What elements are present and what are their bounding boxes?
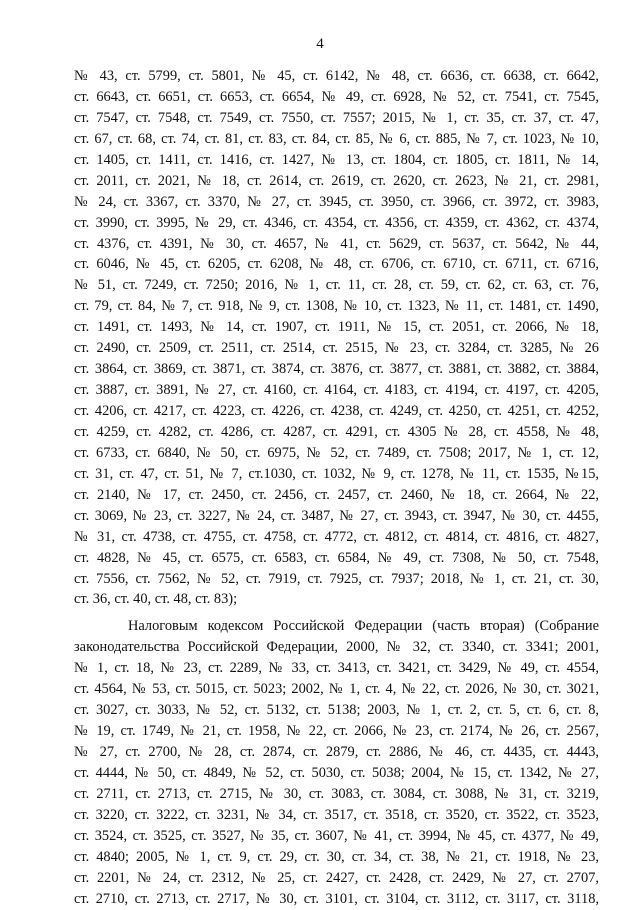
text-line: ст. 3887, ст. 3891, № 27, ст. 4160, ст. 4164, ст. 4183, ст. 4194, ст. 4197, ст. 4205, [74,382,599,399]
text-line: ст. 6643, ст. 6651, ст. 6653, ст. 6654, № 49, ст. 6928, № 52, ст. 7541, ст. 7545, [74,88,599,105]
text-line: № 51, ст. 7249, ст. 7250; 2016, № 1, ст. 11, ст. 28, ст. 59, ст. 62, ст. 63, ст. 76, [74,277,599,294]
text-line: Налоговым кодексом Российской Федерации (часть вторая) (Собрание [128,618,599,635]
text-line: № 27, ст. 2700, № 28, ст. 2874, ст. 2879, ст. 2886, № 46, ст. 4435, ст. 4443, [74,744,599,760]
text-line: ст. 4444, № 50, ст. 4849, № 52, ст. 5030, ст. 5038; 2004, № 15, ст. 1342, № 27, [74,764,599,781]
text-line: ст. 79, ст. 84, № 7, ст. 918, № 9, ст. 1308, № 10, ст. 1323, № 11, ст. 1481, ст. 1490, [74,298,599,315]
text-line: ст. 7547, ст. 7548, ст. 7549, ст. 7550, ст. 7557; 2015, № 1, ст. 35, ст. 37, ст. 47, [74,109,599,126]
document-body [74,66,599,910]
text-line: ст. 3027, ст. 3033, № 52, ст. 5132, ст. 5138; 2003, № 1, ст. 2, ст. 5, ст. 6, ст. 8, [74,702,599,719]
text-line: ст. 7556, ст. 7562, № 52, ст. 7919, ст. 7925, ст. 7937; 2018, № 1, ст. 21, ст. 30, [74,570,599,587]
text-line: ст. 4259, ст. 4282, ст. 4286, ст. 4287, ст. 4291, ст. 4305 № 28, ст. 4558, № 48, [74,423,599,440]
text-line: законодательства Российской Федерации, 2000, № 32, ст. 3340, ст. 3341; 2001, [74,639,599,656]
text-line: ст. 36, ст. 40, ст. 48, ст. 83); [74,591,238,608]
text-line: ст. 31, ст. 47, ст. 51, № 7, ст.1030, ст. 1032, № 9, ст. 1278, № 11, ст. 1535, №15, [74,465,599,482]
page-number: 4 [316,36,324,52]
text-line: ст. 1491, ст. 1493, № 14, ст. 1907, ст. 1911, № 15, ст. 2051, ст. 2066, № 18, [74,319,599,336]
text-line: ст. 4376, ст. 4391, № 30, ст. 4657, № 41, ст. 5629, ст. 5637, ст. 5642, № 44, [74,235,599,252]
text-line: ст. 2711, ст. 2713, ст. 2715, № 30, ст. 3083, ст. 3084, ст. 3088, № 31, ст. 3219, [74,785,599,802]
text-line: № 24, ст. 3367, ст. 3370, № 27, ст. 3945, ст. 3950, ст. 3966, ст. 3972, ст. 3983, [74,193,599,210]
text-line: ст. 2710, ст. 2713, ст. 2717, № 30, ст. 3101, ст. 3104, ст. 3112, ст. 3117, ст. 3118, [74,890,599,907]
text-line: ст. 4206, ст. 4217, ст. 4223, ст. 4226, ст. 4238, ст. 4249, ст. 4250, ст. 4251, ст. 4252, [74,403,599,419]
text-line: ст. 3864, ст. 3869, ст. 3871, ст. 3874, ст. 3876, ст. 3877, ст. 3881, ст. 3882, ст. 3884, [74,361,599,378]
text-line: ст. 4828, № 45, ст. 6575, ст. 6583, ст. 6584, № 49, ст. 7308, № 50, ст. 7548, [74,549,599,566]
text-line: ст. 67, ст. 68, ст. 74, ст. 81, ст. 83, ст. 84, ст. 85, № 6, ст. 885, № 7, ст. 1023, № 10, [74,130,599,147]
text-line: ст. 1405, ст. 1411, ст. 1416, ст. 1427, № 13, ст. 1804, ст. 1805, ст. 1811, № 14, [74,151,599,168]
text-line: ст. 4840; 2005, № 1, ст. 9, ст. 29, ст. 30, ст. 34, ст. 38, № 21, ст. 1918, № 23, [74,848,599,865]
text-line: ст. 2011, ст. 2021, № 18, ст. 2614, ст. 2619, ст. 2620, ст. 2623, № 21, ст. 2981, [74,172,599,189]
text-line: ст. 3990, ст. 3995, № 29, ст. 4346, ст. 4354, ст. 4356, ст. 4359, ст. 4362, ст. 4374, [74,214,599,231]
text-line: ст. 2490, ст. 2509, ст. 2511, ст. 2514, ст. 2515, № 23, ст. 3284, ст. 3285, № 26 [74,340,599,357]
text-line: ст. 4564, № 53, ст. 5015, ст. 5023; 2002, № 1, ст. 4, № 22, ст. 2026, № 30, ст. 3021, [74,681,599,698]
text-line: № 1, ст. 18, № 23, ст. 2289, № 33, ст. 3413, ст. 3421, ст. 3429, № 49, ст. 4554, [74,660,599,677]
text-line: ст. 6733, ст. 6840, № 50, ст. 6975, № 52, ст. 7489, ст. 7508; 2017, № 1, ст. 12, [74,444,599,461]
text-line: № 31, ст. 4738, ст. 4755, ст. 4758, ст. 4772, ст. 4812, ст. 4814, ст. 4816, ст. 4827, [74,528,599,545]
text-line: № 43, ст. 5799, ст. 5801, № 45, ст. 6142, № 48, ст. 6636, ст. 6638, ст. 6642, [74,68,599,84]
text-line: № 19, ст. 1749, № 21, ст. 1958, № 22, ст. 2066, № 23, ст. 2174, № 26, ст. 2567, [74,723,599,740]
text-line: ст. 3069, № 23, ст. 3227, № 24, ст. 3487, № 27, ст. 3943, ст. 3947, № 30, ст. 4455, [74,507,599,524]
text-line: ст. 2201, № 24, ст. 2312, № 25, ст. 2427, ст. 2428, ст. 2429, № 27, ст. 2707, [74,869,599,886]
text-line: ст. 3524, ст. 3525, ст. 3527, № 35, ст. 3607, № 41, ст. 3994, № 45, ст. 4377, № 49, [74,827,599,844]
text-line: ст. 6046, № 45, ст. 6205, ст. 6208, № 48, ст. 6706, ст. 6710, ст. 6711, ст. 6716, [74,256,599,273]
text-line: ст. 2140, № 17, ст. 2450, ст. 2456, ст. 2457, ст. 2460, № 18, ст. 2664, № 22, [74,486,599,503]
text-line: ст. 3220, ст. 3222, ст. 3231, № 34, ст. 3517, ст. 3518, ст. 3520, ст. 3522, ст. 3523, [74,806,599,823]
